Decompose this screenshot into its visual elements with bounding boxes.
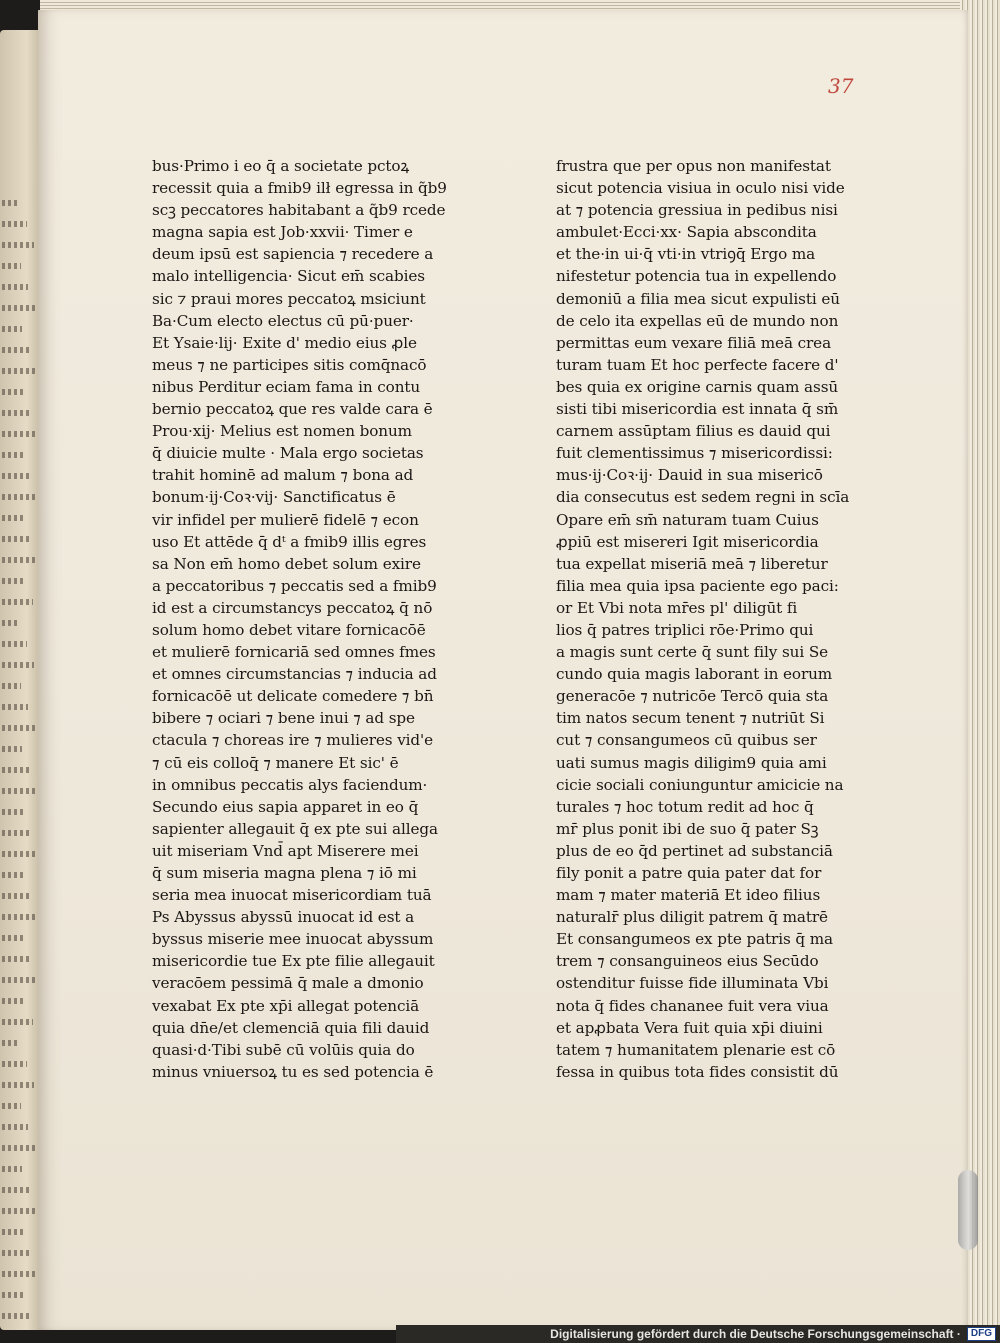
text-line: sic ⁊ praui mores peccatoꝝ msiciunt	[152, 289, 426, 308]
text-line: nota q̄ fides chananee fuit vera viua	[556, 996, 829, 1015]
text-line: ⁊ cū eis colloq̄ ⁊ manere Et sic' ē	[152, 753, 399, 772]
text-line: q̄ sum miseria magna plena ⁊ iō mi	[152, 864, 417, 882]
text-line: vexabat Ex pte xp̄i allegat potenciā	[152, 996, 420, 1015]
facing-page-text-fragment	[2, 1229, 23, 1235]
text-line: cut ⁊ consangumeos cū quibus ser	[556, 731, 817, 750]
facing-page-text-fragment	[2, 347, 29, 353]
text-line: tim natos secum tenent ⁊ nutriūt Si	[556, 709, 825, 728]
text-line: bes quia ex origine carnis quam assū	[556, 377, 839, 396]
facing-page-text-fragment	[2, 326, 22, 332]
facing-page-text-fragment	[2, 1082, 34, 1088]
facing-page-text-fragment	[2, 1103, 21, 1109]
facing-page-text-fragment	[2, 515, 25, 521]
text-line: generacōe ⁊ nutricōe Tercō quia sta	[556, 687, 829, 706]
text-column-left	[152, 155, 482, 1083]
facing-page-text-fragment	[2, 263, 21, 269]
text-line: nibus Perditur eciam fama in contu	[152, 377, 421, 396]
text-line: ꝓpiū est misereri Igit misericordia	[556, 532, 819, 551]
text-line: vir infidel per mulierē fidelē ⁊ econ	[152, 510, 419, 529]
facing-page-text-fragment	[2, 221, 27, 227]
facing-page-text-fragment	[2, 1250, 30, 1256]
text-line: fuit clementissimus ⁊ misericordissi:	[556, 444, 833, 463]
text-line: Et consangumeos ex pte patris q̄ ma	[556, 930, 833, 949]
text-line: recessit quia a fmib9 ilł egressa in q̃b9	[152, 179, 447, 198]
page-clip	[958, 1170, 978, 1250]
text-line: et mulierē fornicariā sed omnes fmes	[152, 643, 436, 662]
text-line: uit miseriam Vnd̄ apt Miserere mei	[152, 841, 419, 860]
facing-page-text-fragment	[2, 851, 37, 857]
facing-page-text-fragment	[2, 242, 34, 248]
facing-page-text-fragment	[2, 305, 35, 311]
text-line: turales ⁊ hoc totum redit ad hoc q̄	[556, 797, 814, 816]
facing-page-text-fragment	[2, 1040, 20, 1046]
facing-page-text-fragment	[2, 410, 30, 416]
facing-page-text-fragment	[2, 893, 31, 899]
facing-page-text-fragment	[2, 494, 38, 500]
facing-page-text-fragment	[2, 662, 34, 668]
text-line: demoniū a filia mea sicut expulisti eū	[556, 289, 840, 308]
text-line: sapienter allegauit q̄ ex pte sui allega	[152, 819, 438, 838]
text-line: fily ponit a patre quia pater dat for	[556, 864, 822, 882]
text-line: dia consecutus est sedem regni in scīa	[556, 488, 850, 507]
text-line: bonum·ij·Coꝛ·vij· Sanctificatus ē	[152, 488, 396, 507]
text-line: Et Ysaie·lij· Exite d' medio eius ꝓle	[152, 333, 417, 352]
facing-page-text-fragment	[2, 767, 29, 773]
facing-page-text-fragment	[2, 914, 38, 920]
facing-page-text-fragment	[2, 473, 31, 479]
footer-credit: Digitalisierung gefördert durch die Deutsche Forschungsgemeinschaft ·	[550, 1327, 961, 1341]
text-line: malo intelligencia· Sicut em̄ scabies	[152, 267, 425, 286]
facing-page-text-fragment	[2, 536, 32, 542]
text-line: lios q̄ patres triplici rōe·Primo qui	[556, 620, 814, 639]
facing-page-text-fragment	[2, 1145, 35, 1151]
facing-page-text-fragment	[2, 1208, 36, 1214]
facing-page-text-fragment	[2, 746, 22, 752]
text-line: plus de eo q̄d pertinet ad substanciā	[556, 841, 833, 860]
dfg-logo: DFG	[967, 1327, 996, 1341]
text-line: minus vniuersoꝝ tu es sed potencia ē	[152, 1062, 434, 1081]
text-line: mam ⁊ mater materiā Et ideo filius	[556, 886, 821, 905]
text-line: q̄ diuicie multe · Mala ergo societas	[152, 444, 424, 463]
facing-page-text-fragment	[2, 284, 28, 290]
facing-page-text-fragment	[2, 1166, 22, 1172]
text-line: uati sumus magis diligim9 quia ami	[556, 753, 827, 772]
text-line: Prou·xij· Melius est nomen bonum	[152, 422, 412, 441]
text-line: ostenditur fuisse fide illuminata Vbi	[556, 974, 829, 993]
facing-page-text-fragment	[2, 830, 30, 836]
facing-page-text-fragment	[2, 956, 32, 962]
text-line: quasi·d·Tibi subē cū volūis quia do	[152, 1040, 415, 1059]
text-line: quia dn̄e/et clemenciā quia fili dauid	[152, 1018, 430, 1037]
text-line: turam tuam Et hoc perfecte facere d'	[556, 355, 839, 374]
facing-page-text-fragment	[2, 998, 26, 1004]
facing-page-text-fragment	[2, 725, 35, 731]
text-line: Ps Abyssus abyssū inuocat id est a	[152, 908, 415, 927]
text-line: Ba·Cum electo electus cū pū·puer·	[152, 311, 414, 330]
text-line: trahit hominē ad malum ⁊ bona ad	[152, 466, 414, 485]
text-line: sisti tibi misericordia est innata q̄ sm̄	[556, 400, 839, 419]
text-line: carnem assūptam filius es dauid qui	[556, 422, 831, 441]
facing-page-text-fragment	[2, 200, 20, 206]
text-line: tatem ⁊ humanitatem plenarie est cō	[556, 1040, 836, 1059]
text-line: veracōem pessimā q̄ male a dmonio	[152, 974, 424, 993]
text-line: sicut potencia visiua in oculo nisi vide	[556, 179, 845, 198]
facing-page-text-fragment	[2, 1292, 24, 1298]
facing-page-text-fragment	[2, 977, 39, 983]
text-line: solum homo debet vitare fornicacōē	[152, 620, 426, 639]
text-line: a magis sunt certe q̄ sunt fily sui Se	[556, 643, 829, 662]
text-line: id est a circumstancys peccatoꝝ q̄ nō	[152, 598, 433, 617]
text-column-right	[556, 155, 886, 1083]
facing-page-text-fragment	[2, 683, 21, 689]
text-line: cicie sociali coniunguntur amicicie na	[556, 775, 844, 794]
text-line: seria mea inuocat misericordiam tuā	[152, 886, 432, 905]
text-line: trem ⁊ consanguineos eius Secūdo	[556, 952, 819, 971]
text-line: mr̄ plus ponit ibi de suo q̄ pater Sꝫ	[556, 819, 819, 838]
text-line: bernio peccatoꝝ que res valde cara ē	[152, 400, 433, 419]
facing-page-text-fragment	[2, 641, 27, 647]
text-line: de celo ita expellas eū de mundo non	[556, 311, 839, 330]
text-line: tua expellat miseriā meā ⁊ liberetur	[556, 554, 828, 573]
text-line: Secundo eius sapia apparet in eo q̄	[152, 797, 419, 816]
facing-page-text-fragment	[2, 1019, 33, 1025]
facing-page-text-fragment	[2, 431, 37, 437]
text-line: bibere ⁊ ociari ⁊ bene inui ⁊ ad spe	[152, 709, 415, 728]
facing-page-text-fragment	[2, 578, 26, 584]
text-line: ambulet·Ecci·xx· Sapia abscondita	[556, 223, 817, 242]
text-line: Opare em̄ sm̄ naturam tuam Cuius	[556, 510, 819, 529]
text-line: deum ipsū est sapiencia ⁊ recedere a	[152, 245, 434, 264]
text-line: permittas eum vexare filiā meā crea	[556, 333, 832, 352]
text-line: et apꝓbata Vera fuit quia xp̄i diuini	[556, 1018, 823, 1037]
footer-bar	[396, 1325, 1000, 1343]
text-line: et the·in ui·q̄ vti·in vtriꝯq̄ Ergo ma	[556, 245, 816, 264]
folio-number: 37	[828, 74, 854, 98]
facing-page-text-fragment	[2, 1187, 29, 1193]
facing-page-text-fragment	[2, 1271, 37, 1277]
facing-page-text-fragment	[2, 872, 24, 878]
text-line: naturalr̄ plus diligit patrem q̄ matrē	[556, 908, 828, 927]
text-line: ctacula ⁊ choreas ire ⁊ mulieres vid'e	[152, 731, 434, 750]
text-line: fessa in quibus tota fides consistit dū	[556, 1062, 839, 1081]
text-line: byssus miserie mee inuocat abyssum	[152, 930, 434, 949]
text-line: misericordie tue Ex pte filie allegauit	[152, 952, 435, 971]
text-line: or Et Vbi nota mr̄es pl' diligūt fi	[556, 598, 798, 617]
text-line: in omnibus peccatis alys faciendum·	[152, 775, 428, 794]
facing-page-text-fragment	[2, 620, 20, 626]
text-line: filia mea quia ipsa paciente ego paci:	[556, 576, 839, 595]
text-line: frustra que per opus non manifestat	[556, 157, 831, 175]
facing-page-text-fragment	[2, 389, 23, 395]
facing-page-text-fragment	[2, 599, 33, 605]
text-line: nifestetur potencia tua in expellendo	[556, 267, 837, 286]
text-line: cundo quia magis laborant in eorum	[556, 665, 833, 684]
text-line: scꝫ peccatores habitabant a q̃b9 rcede	[152, 201, 446, 220]
text-line: sa Non em̄ homo debet solum exire	[152, 554, 421, 573]
facing-page-text-fragment	[2, 935, 25, 941]
facing-page-text-fragment	[2, 452, 24, 458]
text-line: at ⁊ potencia gressiua in pedibus nisi	[556, 201, 838, 220]
facing-page-text-fragment	[2, 809, 23, 815]
text-line: fornicacōē ut delicate comedere ⁊ bn̄	[152, 687, 434, 706]
text-line: meus ⁊ ne participes sitis comq̄nacō	[152, 355, 427, 374]
text-line: et omnes circumstancias ⁊ inducia ad	[152, 665, 437, 684]
facing-page-text-fragment	[2, 1313, 31, 1319]
facing-page-text-fragment	[2, 368, 36, 374]
facing-page-text-fragment	[2, 704, 28, 710]
facing-page-text-fragment	[2, 1061, 27, 1067]
facing-page-text-fragment	[2, 1124, 28, 1130]
facing-page-text-fragment	[2, 788, 36, 794]
text-line: bus·Primo i eo q̄ a societate pctoꝝ	[152, 157, 410, 175]
text-line: uso Et attēde q̄ dᵗ a fmib9 illis egres	[152, 532, 427, 551]
facing-page-text-fragment	[2, 557, 39, 563]
text-line: a peccatoribus ⁊ peccatis sed a fmib9	[152, 576, 437, 595]
text-line: mus·ij·Coꝛ·ij· Dauid in sua misericō	[556, 466, 823, 485]
text-line: magna sapia est Job·xxvii· Timer e	[152, 223, 413, 242]
